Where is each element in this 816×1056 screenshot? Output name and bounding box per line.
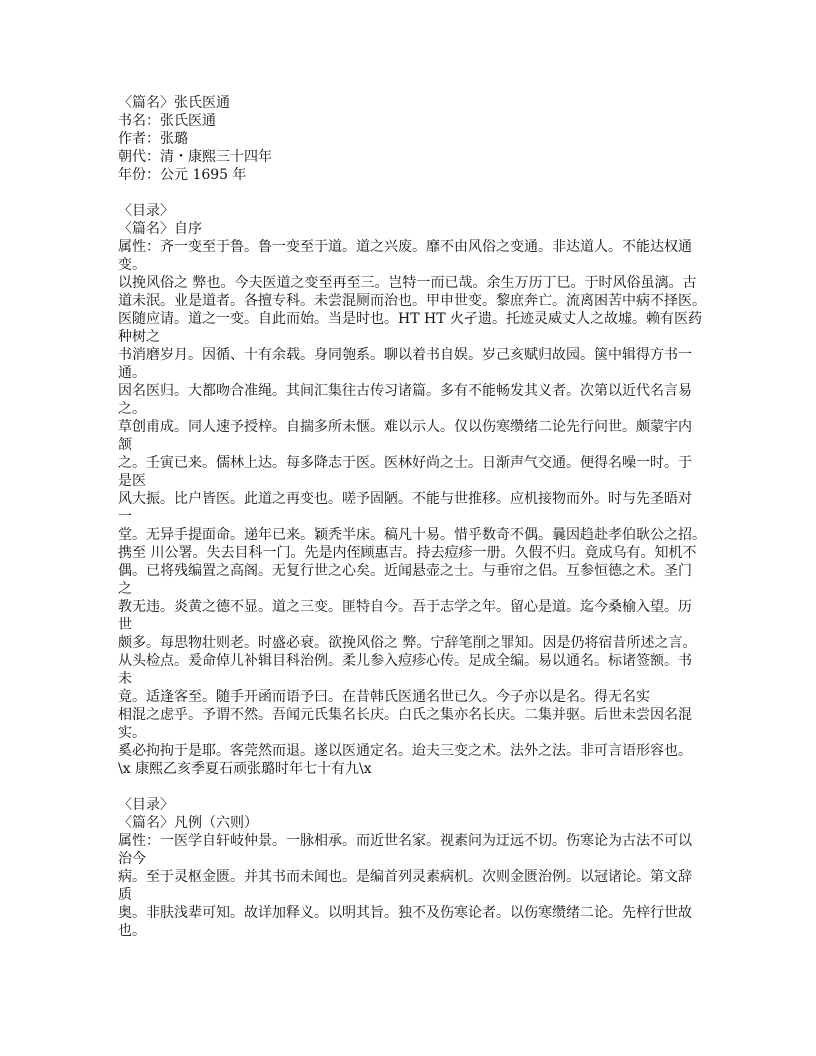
text-line: 之 <box>118 581 132 597</box>
text-line: 携至 川公署。失去目科一门。先是内侄顾惠吉。持去痘疹一册。久假不归。竟成乌有。知机不 <box>118 545 697 561</box>
text-line: 道未泯。业是道者。各擅专科。未尝混厕而治也。甲申世变。黎庶奔亡。流离困苦中病不择医。 <box>118 293 706 309</box>
text-line: 之。 <box>118 401 146 417</box>
text-line: 奚必拘拘于是耶。客莞然而退。遂以医通定名。迨夫三变之术。法外之法。非可言语形容也。 <box>118 743 692 759</box>
text-line: 之。壬寅已来。儒林上达。每多降志于医。医林好尚之士。日渐声气交通。便得名噪一时。于 <box>118 455 692 471</box>
text-line: 颔 <box>118 437 132 453</box>
text-line: 因名医归。大都吻合准绳。其间汇集往古传习诸篇。多有不能畅发其义者。次第以近代名言易 <box>118 383 692 399</box>
text-line: 医随应请。道之一变。自此而始。当是时也。HT HT 火孑遗。托迹灵威丈人之故墟。赖有医药 <box>118 311 702 327</box>
text-line: 通。 <box>118 365 146 381</box>
text-line: 书名：张氏医通 <box>118 113 216 129</box>
text-line: 〈篇名〉自序 <box>118 221 202 237</box>
blank-line <box>118 184 718 202</box>
blank-line <box>118 778 718 796</box>
text-line: 是医 <box>118 473 146 489</box>
text-line: 〈篇名〉张氏医通 <box>118 95 230 111</box>
text-line: 实。 <box>118 725 146 741</box>
text-line: 年份：公元 1695 年 <box>118 167 247 183</box>
text-line: 草创甫成。同人速予授梓。自揣多所未惬。难以示人。仅以伤寒缵绪二论先行问世。颇蒙宇内 <box>118 419 692 435</box>
text-line: 治今 <box>118 851 146 867</box>
text-line: 以挽风俗之 弊也。今夫医道之变至再至三。岂特一而已哉。余生万历丁巳。于时风俗虽漓。古 <box>118 275 697 291</box>
text-line: 〈目录〉 <box>118 203 174 219</box>
text-line: 也。 <box>118 923 146 939</box>
text-line: 〈篇名〉凡例（六则） <box>118 815 258 831</box>
text-line: 竟。适逢客至。随手开函而语予曰。在昔韩氏医通名世已久。今子亦以是名。得无名实 <box>118 689 650 705</box>
text-line: 〈目录〉 <box>118 797 174 813</box>
text-line: 一 <box>118 509 132 525</box>
text-line: 书消磨岁月。因循、十有余载。身同匏系。聊以着书自娱。岁己亥赋归故园。箧中辑得方书一 <box>118 347 692 363</box>
text-line: 属性：齐一变至于鲁。鲁一变至于道。道之兴废。靡不由风俗之变通。非达道人。不能达权通 <box>118 239 692 255</box>
document-page <box>118 94 718 940</box>
text-line: 奥。非肤浅辈可知。故详加释义。以明其旨。独不及伤寒论者。以伤寒缵绪二论。先梓行世故 <box>118 905 692 921</box>
text-line: \x 康熙乙亥季夏石顽张璐时年七十有九\x <box>118 761 372 777</box>
text-line: 从头检点。爰命倬儿补辑目科治例。柔儿参入痘疹心传。足成全编。易以通名。标诸签额。书 <box>118 653 692 669</box>
text-line: 病。至于灵枢金匮。并其书而未闻也。是编首列灵素病机。次则金匮治例。以冠诸论。第文辞 <box>118 869 692 885</box>
text-line: 风大振。比户皆医。此道之再变也。嗟予固陋。不能与世推移。应机接物而外。时与先圣晤对 <box>118 491 692 507</box>
text-line: 质 <box>118 887 132 903</box>
text-line: 堂。无异手提面命。递年已来。颖秃半床。稿凡十易。惜乎数奇不偶。曩因趋赴孝伯耿公之招。 <box>118 527 706 543</box>
text-line: 种树之 <box>118 329 160 345</box>
text-line: 偶。已将残编置之高阁。无复行世之心矣。近闻悬壶之士。与垂帘之侣。互参恒德之术。圣门 <box>118 563 692 579</box>
text-line: 未 <box>118 671 132 687</box>
text-line: 颇多。每思物壮则老。时盛必衰。欲挽风俗之 弊。宁辞笔削之罪知。因是仍将宿昔所述之言。 <box>118 635 697 651</box>
text-line: 朝代：清・康熙三十四年 <box>118 149 272 165</box>
text-line: 属性：一医学自轩岐仲景。一脉相承。而近世名家。视素问为迂远不切。伤寒论为古法不可以 <box>118 833 692 849</box>
text-line: 作者：张璐 <box>118 131 188 147</box>
text-line: 相混之虑乎。予谓不然。吾闻元氏集名长庆。白氏之集亦名长庆。二集并驱。后世未尝因名混 <box>118 707 692 723</box>
text-line: 世 <box>118 617 132 633</box>
text-line: 变。 <box>118 257 146 273</box>
text-line: 教无违。炎黄之德不显。道之三变。匪特自今。吾于志学之年。留心是道。迄今桑榆入望。历 <box>118 599 692 615</box>
